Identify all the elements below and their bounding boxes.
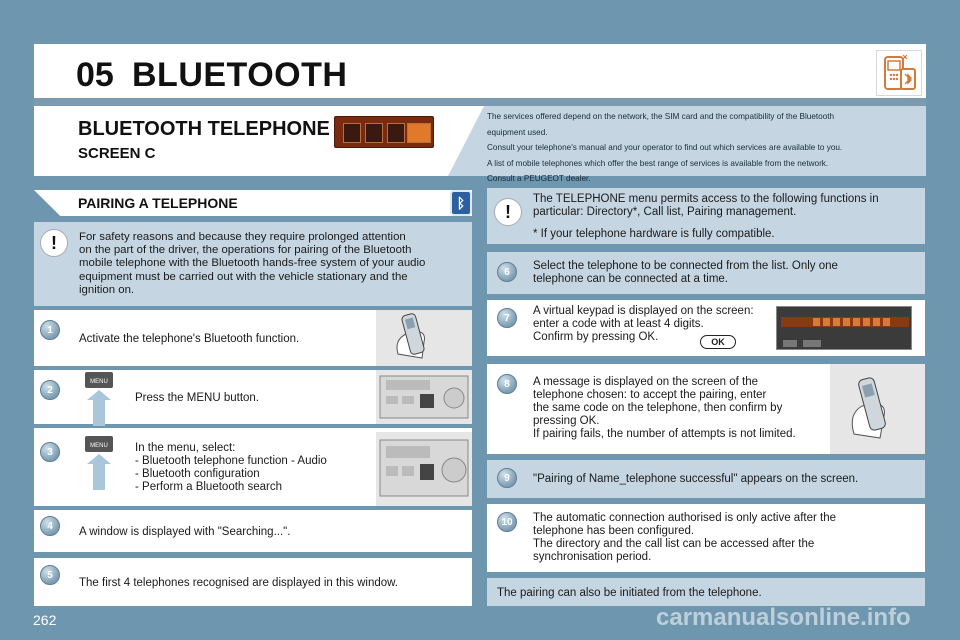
step-2-text: Press the MENU button.: [135, 392, 259, 404]
footnote: * If your telephone hardware is fully compatible.: [533, 228, 775, 240]
hand-phone-image-2: [830, 364, 925, 454]
chapter-number: 05: [76, 56, 114, 94]
step-3-text: In the menu, select: - Bluetooth telephone function - Audio - Bluetooth configuration - Perform a Bluetooth search: [135, 442, 327, 493]
bluetooth-icon: ᛒ: [450, 190, 472, 216]
step-6-text: Select the telephone to be connected from the list. Only one telephone can be connected at a time.: [533, 260, 838, 285]
virtual-keypad-image: [776, 306, 912, 350]
section-subtitle: SCREEN C: [78, 145, 156, 162]
menu-button-icon: [84, 368, 114, 430]
watermark: carmanualsonline.info: [656, 604, 911, 631]
step-8-number: 8: [497, 374, 517, 394]
menu-button-icon-2: [84, 432, 114, 494]
step-10-number: 10: [497, 512, 517, 532]
step-9-text: "Pairing of Name_telephone successful" appears on the screen.: [533, 473, 859, 485]
page-number: 262: [33, 612, 57, 628]
telephone-menu-text: The TELEPHONE menu permits access to the following functions in particular: Directory*, Call list, Pairing management.: [533, 193, 879, 218]
radio-panel-image-2: [376, 432, 472, 506]
header-divider: [34, 98, 926, 106]
section-title: BLUETOOTH TELEPHONE: [78, 118, 330, 140]
step-3-number: 3: [40, 442, 60, 462]
step-10-text: The automatic connection authorised is only active after the telephone has been configured. The directory and the call list can be accessed after the synchronisation period.: [533, 512, 837, 563]
radio-panel-image: [376, 370, 472, 424]
step-5-text: The first 4 telephones recognised are displayed in this window.: [79, 577, 398, 589]
chapter-title: BLUETOOTH: [132, 56, 348, 94]
phone-bluetooth-icon: [876, 50, 922, 96]
step-2-number: 2: [40, 380, 60, 400]
step-1-text: Activate the telephone's Bluetooth function.: [79, 333, 300, 345]
hand-phone-image: [376, 310, 472, 366]
safety-warning-text: For safety reasons and because they require prolonged attention on the part of the driver, the operations for pairing of the Bluetooth mobile telephone with the Bluetooth hands-free system of your audio equipment must be carried out with the vehicle stationary and the ignition on.: [79, 231, 426, 296]
step-7-text: A virtual keypad is displayed on the screen: enter a code with at least 4 digits. Confirm by pressing OK.: [533, 305, 754, 343]
warning-icon-2: !: [494, 198, 522, 226]
step-9-number: 9: [497, 468, 517, 488]
pairing-title: PAIRING A TELEPHONE: [78, 195, 238, 211]
step-1-number: 1: [40, 320, 60, 340]
menu-label-2: MENU: [90, 443, 108, 449]
ok-button[interactable]: OK: [700, 335, 736, 349]
screen-c-display-icon: [334, 116, 434, 148]
step-7-number: 7: [497, 308, 517, 328]
step-4-text: A window is displayed with "Searching...".: [79, 526, 291, 538]
step-5-number: 5: [40, 565, 60, 585]
menu-label: MENU: [90, 379, 108, 385]
step-4-number: 4: [40, 516, 60, 536]
step-8-text: A message is displayed on the screen of the telephone chosen: to accept the pairing, enter the same code on the telephone, then confirm by pressing OK. If pairing fails, the number of attempts is not limited.: [533, 376, 796, 440]
services-note: The services offered depend on the network, the SIM card and the compatibility of the Bluetooth equipment used. Consult your telephone's manual and your operator to find out which services are available to you. A list of mobile telephones which offer the best range of services is available from the network. Consult a PEUGEOT dealer.: [487, 112, 843, 183]
step-6-number: 6: [497, 262, 517, 282]
warning-icon: !: [40, 229, 68, 257]
closing-note-text: The pairing can also be initiated from the telephone.: [497, 587, 762, 599]
